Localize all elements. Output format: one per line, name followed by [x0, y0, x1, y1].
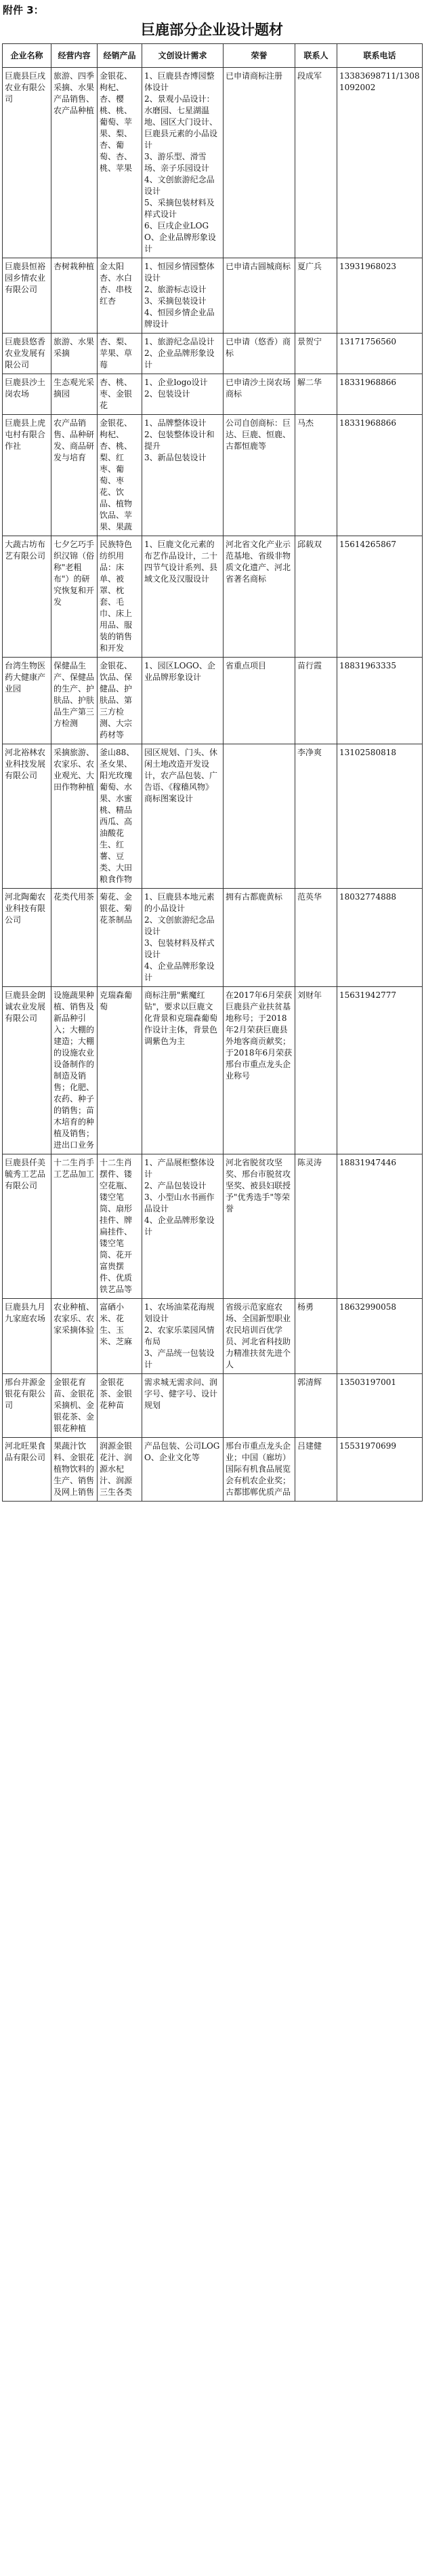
cell-design-needs: 1、巨鹿县杏博园整体设计 2、景观小品设计：水磨园、七星湖温地、园区大门设计、巨鹿县元素的小品设计 3、游乐型、滑雪场、亲子乐园设计 4、文创旅游纪念品设计 5、采摘包装材料及样式设计 6、巨戌企业LOGO、企业品牌形象设计 [142, 68, 224, 258]
table-row [3, 658, 423, 744]
column-header-honor: 荣誉 [224, 44, 295, 68]
table-row [3, 987, 423, 1154]
cell-phone: 15614265867 [337, 536, 423, 658]
cell-company-name: 巨鹿县九月九家庭农场 [3, 1299, 51, 1374]
table-row [3, 1299, 423, 1374]
cell-business: 旅游、四季采摘、水果产品销售、农产品种植 [51, 68, 98, 258]
cell-phone: 18632990058 [337, 1299, 423, 1374]
cell-honor: 省级示范家庭农场、全国新型职业农民培训百优学员、河北省科技助力精准扶贫先进个人 [224, 1299, 295, 1374]
table-row [3, 536, 423, 658]
cell-products: 釜山88、圣女果、阳光玫瑰葡萄、水果、水蜜桃、精品西瓜、高油酸花生、红薯、豆类、大田粮食作物 [98, 744, 142, 889]
cell-design-needs: 1、品牌整体设计 2、包装整体设计和提升 3、新品包装设计 [142, 415, 224, 536]
cell-company-name: 巨鹿县上虎屯村有限合作社 [3, 415, 51, 536]
cell-company-name: 台湾生物医药大健康产业园 [3, 658, 51, 744]
cell-phone: 18831963335 [337, 658, 423, 744]
cell-company-name: 巨鹿县巨戌农业有限公司 [3, 68, 51, 258]
cell-honor: 省重点项目 [224, 658, 295, 744]
cell-design-needs: 1、旅游纪念品设计 2、企业品牌形象设计 [142, 334, 224, 374]
page-title: 巨鹿部分企业设计题材 [141, 22, 283, 38]
cell-products: 十二生肖摆件、镂空花瓶、镂空笔筒、扇形挂件、牌扁挂件、镂空笔筒、花开富贵摆件、优质铁艺品等 [98, 1154, 142, 1299]
cell-design-needs: 1、企业logo设计 2、包装设计 [142, 374, 224, 415]
cell-design-needs: 1、巨鹿文化元素的布艺作品设计，二十四节气设计系列、县域文化及汉服设计 [142, 536, 224, 658]
cell-contact: 苗行霞 [295, 658, 337, 744]
cell-phone: 13102580818 [337, 744, 423, 889]
cell-business: 农产品销售、品种研发、商品研发与培育 [51, 415, 98, 536]
cell-company-name: 巨鹿县沙土岗农场 [3, 374, 51, 415]
table-row [3, 374, 423, 415]
cell-phone: 13931968023 [337, 258, 423, 334]
cell-contact: 吕建健 [295, 1438, 337, 1502]
cell-products: 金银花、枸杞、杏、樱桃、桃、葡萄、苹果、梨、杏、葡萄、杏、桃、苹果 [98, 68, 142, 258]
attachment-label: 附件 3： [3, 4, 44, 16]
cell-company-name: 巨鹿县金朗诚农业发展有限公司 [3, 987, 51, 1154]
cell-design-needs: 园区规划、门头、休闲土地改造开发设计，农产品包装、广告语、《稼穑风物》商标图案设计 [142, 744, 224, 889]
cell-phone: 13171756560 [337, 334, 423, 374]
column-header-business: 经营内容 [51, 44, 98, 68]
table-row [3, 1154, 423, 1299]
cell-business: 采摘旅游、农家乐、农业观光、大田作物种植 [51, 744, 98, 889]
cell-honor: 邢台市重点龙头企业；中国（廊坊）国际有机食品展览会有机农企业奖；古都邯郸优质产品 [224, 1438, 295, 1502]
cell-contact: 夏广兵 [295, 258, 337, 334]
cell-business: 旅游、水果采摘 [51, 334, 98, 374]
cell-honor: 拥有古都鹿黄标 [224, 889, 295, 987]
cell-design-needs: 1、巨鹿县本地元素的小品设计 2、文创旅游纪念品设计 3、包装材料及样式设计 4、企业品牌形象设计 [142, 889, 224, 987]
column-header-name: 企业名称 [3, 44, 51, 68]
column-header-contact: 联系人 [295, 44, 337, 68]
cell-contact: 刘财年 [295, 987, 337, 1154]
cell-products: 金银花、枸杞、杏、桃、梨、红枣、葡萄、枣花、饮品、植物饮品、苹果、果蔬 [98, 415, 142, 536]
cell-contact: 范英华 [295, 889, 337, 987]
cell-business: 十二生肖手工艺品加工 [51, 1154, 98, 1299]
cell-honor: 公司自创商标：巨达、巨鹿、恒鹿、古都恒鹿等 [224, 415, 295, 536]
column-header-phone: 联系电话 [337, 44, 423, 68]
cell-design-needs: 1、产品展柜整体设计 2、产品包装设计 3、小型山水书画作品设计 4、企业品牌形象设计 [142, 1154, 224, 1299]
cell-phone: 18032774888 [337, 889, 423, 987]
cell-products: 润源金银花汁、润源水杞汁、润源三生各类 [98, 1438, 142, 1502]
table-row [3, 415, 423, 536]
cell-honor [224, 744, 295, 889]
cell-honor: 已申请古圆城商标 [224, 258, 295, 334]
cell-company-name: 大蔬古坊布艺有限公司 [3, 536, 51, 658]
cell-phone: 15531970699 [337, 1438, 423, 1502]
cell-company-name: 邢台井源金银花有限公司 [3, 1374, 51, 1438]
cell-products: 金太阳杏、水白杏、串枝红杏 [98, 258, 142, 334]
cell-company-name: 河北陶葡农业科技有限公司 [3, 889, 51, 987]
cell-contact: 景贺宁 [295, 334, 337, 374]
cell-company-name: 河北裕林农业科技发展有限公司 [3, 744, 51, 889]
table-row [3, 1374, 423, 1438]
cell-company-name: 巨鹿县恒裕园乡情农业有限公司 [3, 258, 51, 334]
cell-honor: 河北省脱贫攻坚奖、邢台市脱贫攻坚奖、被县妇联授予"优秀选手"等荣誉 [224, 1154, 295, 1299]
cell-contact: 段成军 [295, 68, 337, 258]
cell-contact: 马杰 [295, 415, 337, 536]
cell-contact: 邱载双 [295, 536, 337, 658]
cell-honor: 河北省文化产业示范基地、省级非物质文化遗产、河北省著名商标 [224, 536, 295, 658]
column-header-needs: 文创设计需求 [142, 44, 224, 68]
cell-business: 果蔬汁饮料、金银花植物饮料的生产、销售及网上销售 [51, 1438, 98, 1502]
column-header-products: 经销产品 [98, 44, 142, 68]
table-header-row [3, 44, 423, 68]
cell-products: 金银花、饮品、保健品、护肤品、第三方检测、大宗药材等 [98, 658, 142, 744]
cell-company-name: 河北旺果食品有限公司 [3, 1438, 51, 1502]
table-row [3, 334, 423, 374]
cell-design-needs: 需求城无需求问、润字号、健字号、设计规划 [142, 1374, 224, 1438]
cell-phone: 18331968866 [337, 415, 423, 536]
cell-business: 金银花育苗、金银花采摘机、金银花茶、金银花种植 [51, 1374, 98, 1438]
cell-products: 杏、梨、苹果、草莓 [98, 334, 142, 374]
cell-products: 金银花茶、金银花种苗 [98, 1374, 142, 1438]
cell-contact: 陈灵涛 [295, 1154, 337, 1299]
cell-phone: 18831947446 [337, 1154, 423, 1299]
cell-business: 七夕乞巧手织汉锦（俗称"老粗布"）的研究恢复和开发 [51, 536, 98, 658]
cell-business: 设施蔬果种植、销售及新品种引入；大棚的建造；大棚的设施农业设备制作的制造及销售；化肥、农药、种子的销售；苗木培育的种植及销售；进出口业务 [51, 987, 98, 1154]
cell-honor: 在2017年6月荣获巨鹿县产业扶贫基地称号；于2018年2月荣获巨鹿县外地客商贡献奖；于2018年6月荣获邢台市重点龙头企业称号 [224, 987, 295, 1154]
cell-business: 农业种植、农家乐、农家采摘体验 [51, 1299, 98, 1374]
cell-honor: 已申请（悠香）商标 [224, 334, 295, 374]
cell-products: 民族特色纺织用品：床单、被罩、枕套、毛巾、床上用品、服装的销售和开发 [98, 536, 142, 658]
cell-honor: 已申请沙土岗农场商标 [224, 374, 295, 415]
table-row [3, 68, 423, 258]
cell-contact: 解二华 [295, 374, 337, 415]
cell-products: 杏、桃、枣、金银花 [98, 374, 142, 415]
cell-company-name: 巨鹿县悠香农业发展有限公司 [3, 334, 51, 374]
cell-products: 富硒小米、花生、玉米、芝麻 [98, 1299, 142, 1374]
cell-contact: 杨勇 [295, 1299, 337, 1374]
cell-phone: 13383698711/13081092002 [337, 68, 423, 258]
cell-design-needs: 1、园区LOGO、企业品牌形象设计 [142, 658, 224, 744]
cell-design-needs: 1、农场油菜花海规划设计 2、农家乐菜园风情布局 3、产品统一包装设计 [142, 1299, 224, 1374]
cell-design-needs: 商标注册"紫魔红钻"，要求以巨鹿文化背景和克瑞森葡萄作设计主体，背景色调紫色为主 [142, 987, 224, 1154]
cell-products: 菊花、金银花、菊花茶制品 [98, 889, 142, 987]
table-row [3, 889, 423, 987]
cell-contact: 郭清辉 [295, 1374, 337, 1438]
cell-products: 克瑞森葡萄 [98, 987, 142, 1154]
cell-contact: 李净爽 [295, 744, 337, 889]
cell-phone: 18331968866 [337, 374, 423, 415]
table-row [3, 1438, 423, 1502]
cell-business: 杏树栽种植 [51, 258, 98, 334]
cell-phone: 15631942777 [337, 987, 423, 1154]
cell-business: 保健品生产、保健品的生产、护肤品、护肤品生产第三方检测 [51, 658, 98, 744]
enterprise-table [2, 43, 423, 1502]
cell-honor: 已申请商标注册 [224, 68, 295, 258]
cell-design-needs: 1、恒园乡情园整体设计 2、旅游标志设计 3、采摘包装设计 4、恒园乡情企业品牌设计 [142, 258, 224, 334]
cell-business: 生态观光采摘园 [51, 374, 98, 415]
table-row [3, 744, 423, 889]
cell-design-needs: 产品包装、公司LOGO、企业文化等 [142, 1438, 224, 1502]
cell-honor [224, 1374, 295, 1438]
cell-company-name: 巨鹿县仟美毓秀工艺品有限公司 [3, 1154, 51, 1299]
cell-phone: 13503197001 [337, 1374, 423, 1438]
cell-business: 花类代用茶 [51, 889, 98, 987]
table-row [3, 258, 423, 334]
